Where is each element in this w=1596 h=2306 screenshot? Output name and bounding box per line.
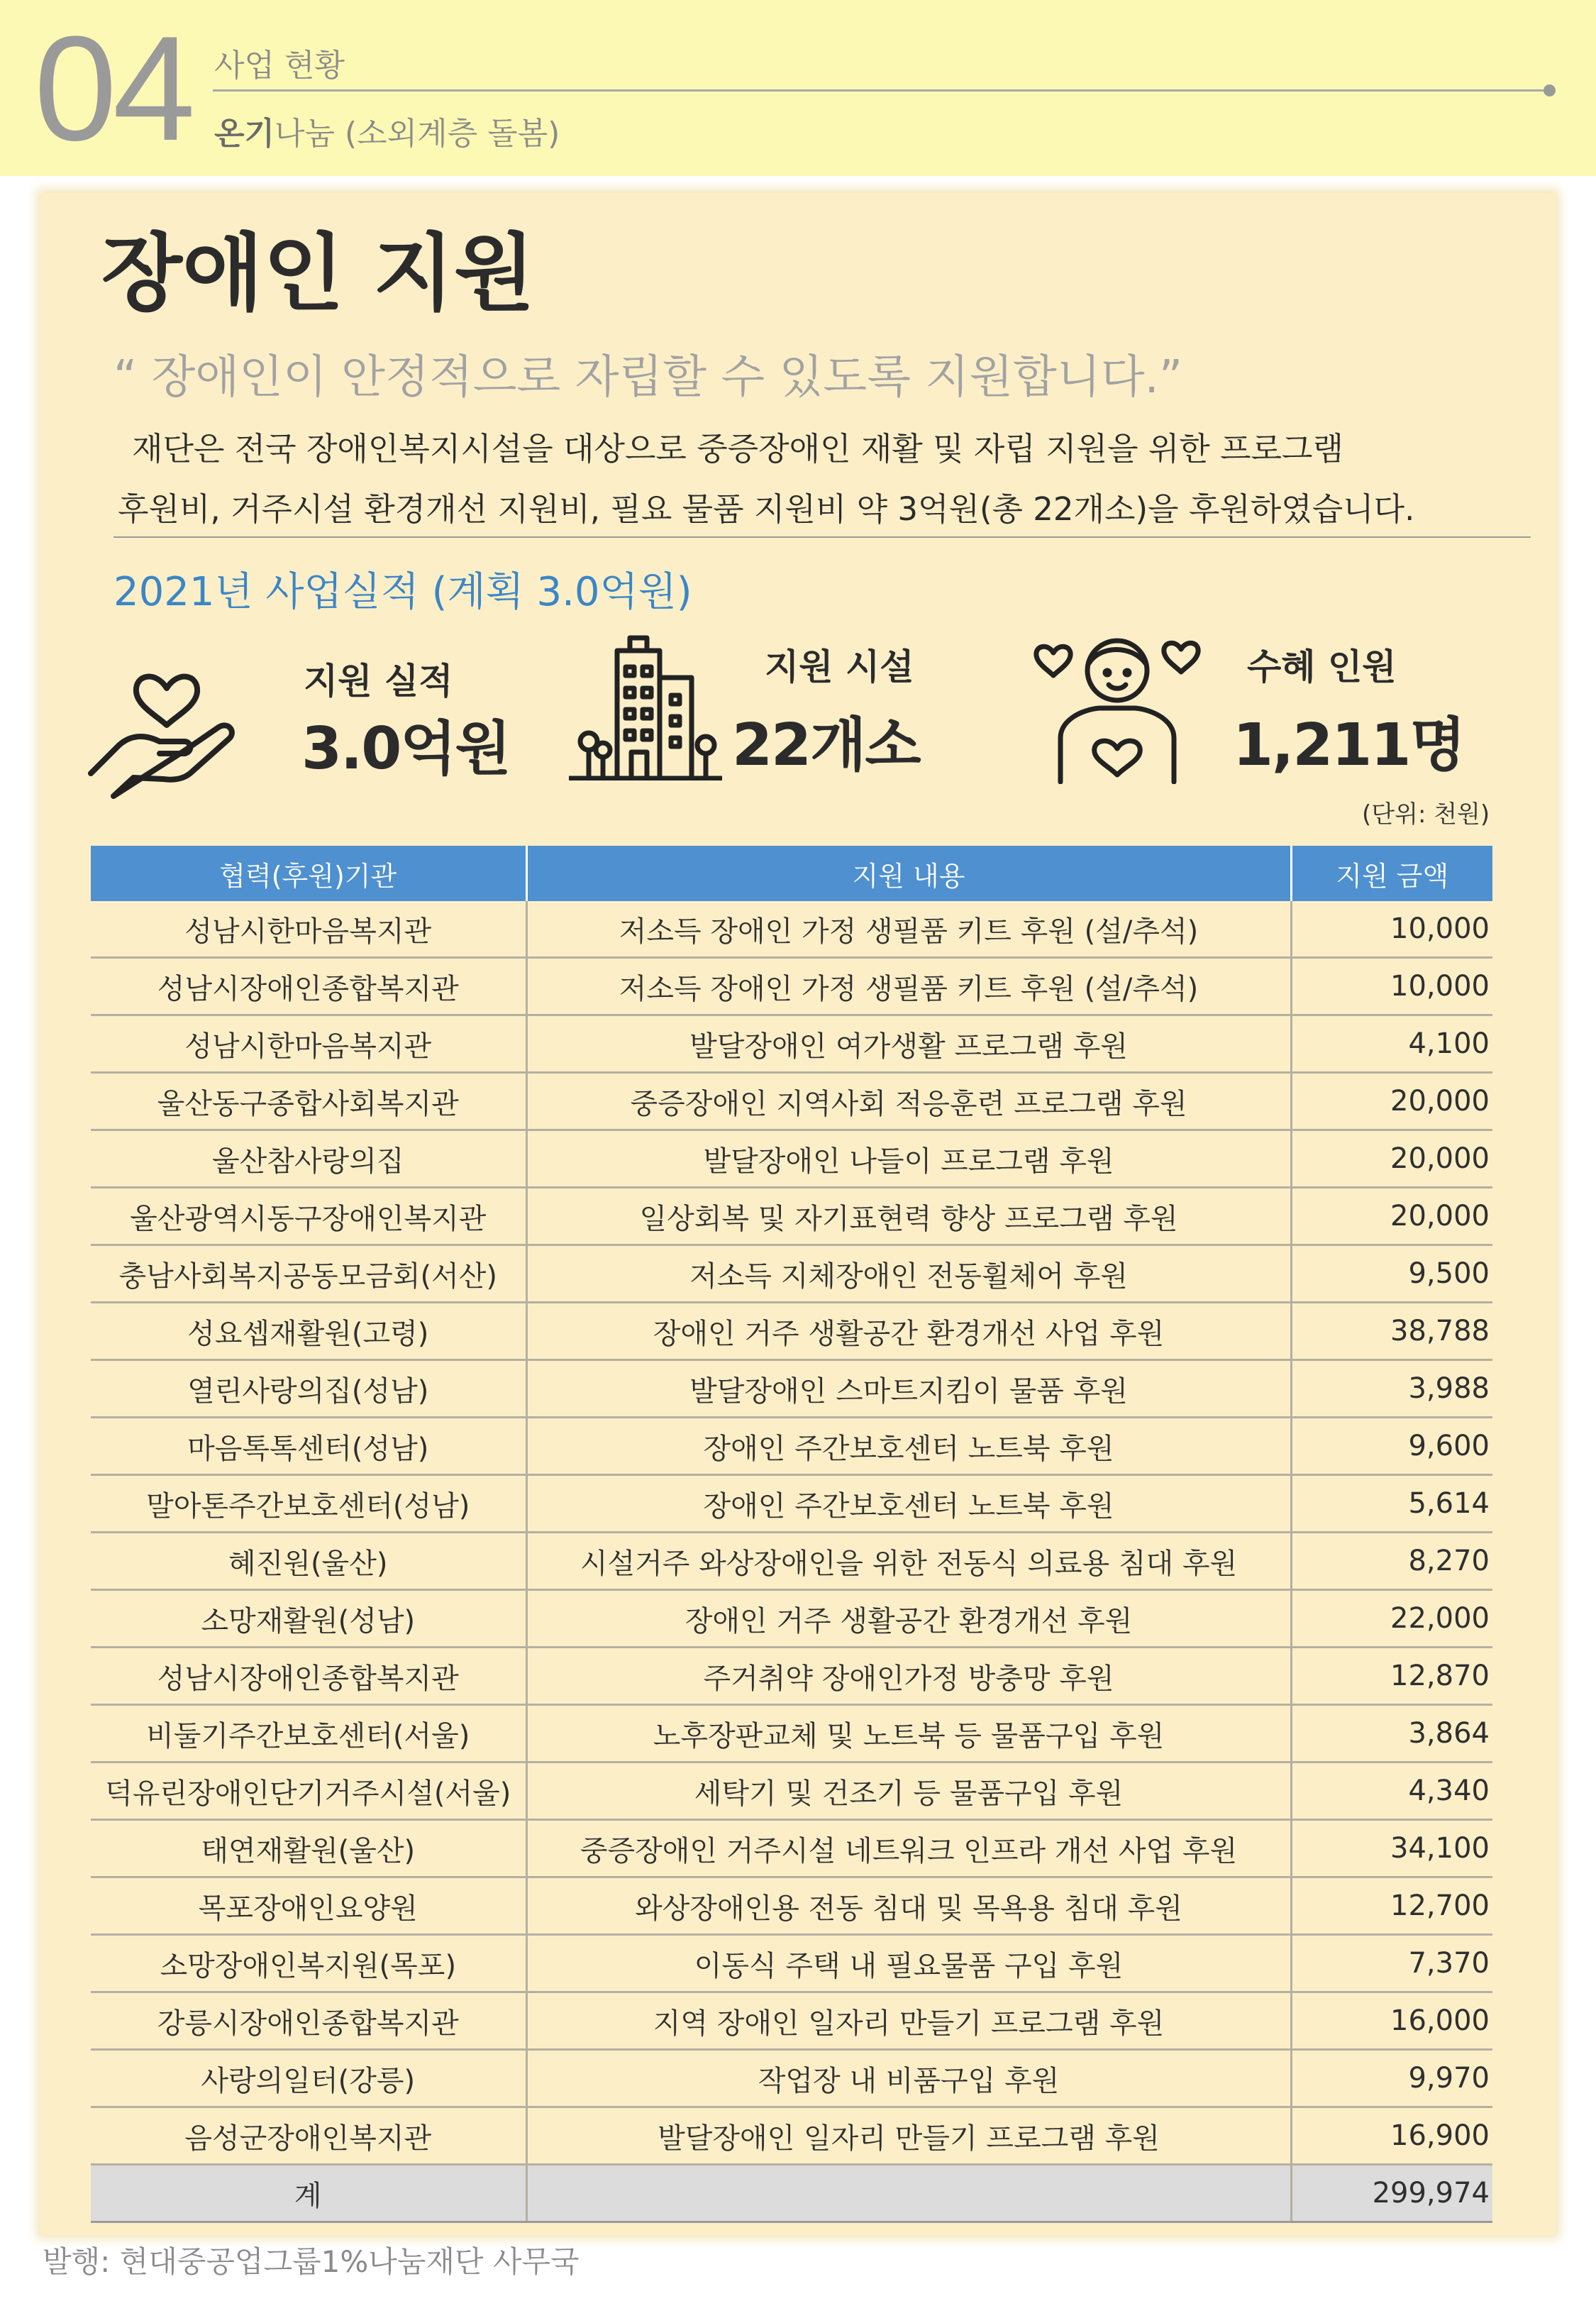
cell-institution: 말아톤주간보호센터(성남) — [91, 1475, 526, 1533]
column-header-content: 지원 내용 — [526, 846, 1291, 901]
cell-institution: 성남시한마음복지관 — [91, 1015, 526, 1073]
stat-label-amount: 지원 실적 — [304, 661, 453, 702]
column-header-institution: 협력(후원)기관 — [91, 846, 526, 901]
cell-amount: 20,000 — [1291, 1073, 1492, 1130]
section-title: 사업 현황 — [214, 48, 345, 84]
total-empty-cell — [526, 2165, 1291, 2222]
stat-label-beneficiaries: 수혜 인원 — [1247, 646, 1397, 688]
table-row — [91, 2107, 1492, 2165]
intro-divider — [113, 536, 1531, 538]
cell-institution: 성남시장애인종합복지관 — [91, 1648, 526, 1705]
header-divider — [213, 89, 1551, 92]
table-row — [91, 1360, 1492, 1418]
page-title: 장애인 지원 — [101, 224, 536, 322]
cell-institution: 마음톡톡센터(성남) — [91, 1418, 526, 1475]
table-row — [91, 958, 1492, 1015]
table-row — [91, 2050, 1492, 2107]
cell-content: 발달장애인 나들이 프로그램 후원 — [526, 1130, 1291, 1188]
stat-value-facilities: 22개소 — [732, 712, 920, 779]
cell-amount: 3,988 — [1291, 1360, 1492, 1418]
cell-content: 이동식 주택 내 필요물품 구입 후원 — [526, 1935, 1291, 1992]
cell-amount: 20,000 — [1291, 1188, 1492, 1245]
table-row — [91, 1935, 1492, 1992]
cell-amount: 16,000 — [1291, 1992, 1492, 2050]
table-row — [91, 1820, 1492, 1877]
table-row — [91, 1188, 1492, 1245]
cell-content: 지역 장애인 일자리 만들기 프로그램 후원 — [526, 1992, 1291, 2050]
table-row — [91, 1590, 1492, 1648]
quote: “ 장애인이 안정적으로 자립할 수 있도록 지원합니다.” — [113, 351, 1183, 404]
cell-content: 발달장애인 일자리 만들기 프로그램 후원 — [526, 2107, 1291, 2165]
cell-content: 작업장 내 비품구입 후원 — [526, 2050, 1291, 2107]
divider-dot — [1544, 84, 1556, 96]
table-row — [91, 1992, 1492, 2050]
table-row — [91, 1648, 1492, 1705]
cell-content: 노후장판교체 및 노트북 등 물품구입 후원 — [526, 1705, 1291, 1762]
cell-content: 저소득 장애인 가정 생필품 키트 후원 (설/추석) — [526, 958, 1291, 1015]
cell-content: 시설거주 와상장애인을 위한 전동식 의료용 침대 후원 — [526, 1533, 1291, 1590]
cell-content: 중증장애인 지역사회 적응훈련 프로그램 후원 — [526, 1073, 1291, 1130]
cell-amount: 5,614 — [1291, 1475, 1492, 1533]
cell-amount: 16,900 — [1291, 2107, 1492, 2165]
table-row — [91, 1130, 1492, 1188]
cell-content: 장애인 주간보호센터 노트북 후원 — [526, 1475, 1291, 1533]
total-amount: 299,974 — [1291, 2165, 1492, 2222]
cell-content: 주거취약 장애인가정 방충망 후원 — [526, 1648, 1291, 1705]
cell-institution: 사랑의일터(강릉) — [91, 2050, 526, 2107]
section-subtitle — [214, 108, 560, 153]
cell-institution: 소망장애인복지원(목포) — [91, 1935, 526, 1992]
hand-heart-icon — [85, 639, 248, 805]
intro-line-2: 후원비, 거주시설 환경개선 지원비, 필요 물품 지원비 약 3억원(총 22개소)을 후원하였습니다. — [118, 490, 1415, 528]
cell-amount: 4,100 — [1291, 1015, 1492, 1073]
table-row — [91, 1073, 1492, 1130]
table-row — [91, 901, 1492, 958]
table-row — [91, 1533, 1492, 1590]
cell-institution: 비둘기주간보호센터(서울) — [91, 1705, 526, 1762]
cell-institution: 울산참사랑의집 — [91, 1130, 526, 1188]
cell-institution: 태연재활원(울산) — [91, 1820, 526, 1877]
cell-institution: 덕유린장애인단기거주시설(서울) — [91, 1762, 526, 1820]
cell-amount: 7,370 — [1291, 1935, 1492, 1992]
column-header-amount: 지원 금액 — [1291, 846, 1492, 901]
support-table — [91, 846, 1492, 2223]
cell-content: 발달장애인 여가생활 프로그램 후원 — [526, 1015, 1291, 1073]
table-total-row — [91, 2165, 1492, 2222]
cell-content: 발달장애인 스마트지킴이 물품 후원 — [526, 1360, 1291, 1418]
cell-content: 세탁기 및 건조기 등 물품구입 후원 — [526, 1762, 1291, 1820]
cell-amount: 10,000 — [1291, 958, 1492, 1015]
table-row — [91, 1245, 1492, 1303]
cell-amount: 3,864 — [1291, 1705, 1492, 1762]
cell-content: 장애인 거주 생활공간 환경개선 사업 후원 — [526, 1303, 1291, 1360]
cell-amount: 8,270 — [1291, 1533, 1492, 1590]
table-row — [91, 1877, 1492, 1935]
cell-institution: 성요셉재활원(고령) — [91, 1303, 526, 1360]
stat-value-amount: 3.0억원 — [301, 715, 510, 783]
cell-institution: 성남시한마음복지관 — [91, 901, 526, 958]
cell-content: 저소득 지체장애인 전동휠체어 후원 — [526, 1245, 1291, 1303]
cell-institution: 소망재활원(성남) — [91, 1590, 526, 1648]
cell-institution: 음성군장애인복지관 — [91, 2107, 526, 2165]
cell-amount: 20,000 — [1291, 1130, 1492, 1188]
cell-amount: 9,500 — [1291, 1245, 1492, 1303]
subtitle-rest: 나눔 (소외계층 돌봄) — [275, 116, 560, 152]
person-hearts-icon — [1032, 624, 1202, 787]
table-row — [91, 1418, 1492, 1475]
results-heading: 2021년 사업실적 (계획 3.0억원) — [113, 569, 692, 615]
cell-content: 중증장애인 거주시설 네트워크 인프라 개선 사업 후원 — [526, 1820, 1291, 1877]
cell-amount: 22,000 — [1291, 1590, 1492, 1648]
cell-institution: 강릉시장애인종합복지관 — [91, 1992, 526, 2050]
cell-institution: 울산동구종합사회복지관 — [91, 1073, 526, 1130]
cell-institution: 울산광역시동구장애인복지관 — [91, 1188, 526, 1245]
cell-content: 와상장애인용 전동 침대 및 목욕용 침대 후원 — [526, 1877, 1291, 1935]
cell-content: 장애인 거주 생활공간 환경개선 후원 — [526, 1590, 1291, 1648]
table-header-row — [91, 846, 1492, 901]
cell-amount: 9,970 — [1291, 2050, 1492, 2107]
cell-content: 저소득 장애인 가정 생필품 키트 후원 (설/추석) — [526, 901, 1291, 958]
cell-institution: 혜진원(울산) — [91, 1533, 526, 1590]
cell-content: 장애인 주간보호센터 노트북 후원 — [526, 1418, 1291, 1475]
cell-amount: 38,788 — [1291, 1303, 1492, 1360]
cell-amount: 9,600 — [1291, 1418, 1492, 1475]
unit-note: (단위: 천원) — [1362, 800, 1490, 829]
stat-value-beneficiaries: 1,211명 — [1233, 712, 1465, 779]
cell-amount: 4,340 — [1291, 1762, 1492, 1820]
chapter-number: 04 — [34, 5, 192, 172]
cell-institution: 목포장애인요양원 — [91, 1877, 526, 1935]
cell-amount: 12,700 — [1291, 1877, 1492, 1935]
intro-text — [118, 419, 1529, 539]
table-row — [91, 1762, 1492, 1820]
table-row — [91, 1303, 1492, 1360]
intro-line-1: 재단은 전국 장애인복지시설을 대상으로 중증장애인 재활 및 자립 지원을 위한 프로그램 — [132, 430, 1343, 468]
footer-publisher: 발행: 현대중공업그룹1%나눔재단 사무국 — [43, 2244, 580, 2279]
stat-label-facilities: 지원 시설 — [765, 646, 914, 688]
table-row — [91, 1015, 1492, 1073]
table-row — [91, 1475, 1492, 1533]
cell-amount: 10,000 — [1291, 901, 1492, 958]
table-row — [91, 1705, 1492, 1762]
cell-institution: 열린사랑의집(성남) — [91, 1360, 526, 1418]
total-label: 계 — [91, 2165, 526, 2222]
cell-amount: 34,100 — [1291, 1820, 1492, 1877]
cell-content: 일상회복 및 자기표현력 향상 프로그램 후원 — [526, 1188, 1291, 1245]
building-icon — [567, 635, 724, 783]
cell-institution: 충남사회복지공동모금회(서산) — [91, 1245, 526, 1303]
subtitle-bold: 온기 — [214, 116, 275, 152]
cell-institution: 성남시장애인종합복지관 — [91, 958, 526, 1015]
table-body — [91, 901, 1492, 2222]
cell-amount: 12,870 — [1291, 1648, 1492, 1705]
